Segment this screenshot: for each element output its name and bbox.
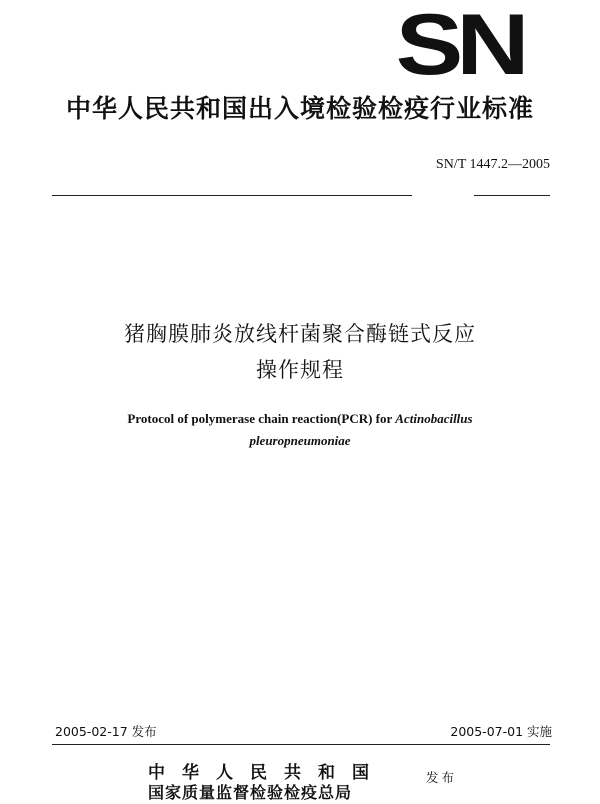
organization-title: 中华人民共和国出入境检验检疫行业标准 [65, 94, 534, 123]
english-title [60, 408, 540, 452]
english-title-species: pleuropneumoniae [249, 433, 351, 448]
issue-date: 2005-02-17 发布 [55, 724, 157, 739]
standard-code: SN/T 1447.2—2005 [435, 157, 550, 172]
effective-date: 2005-07-01 实施 [450, 724, 552, 739]
issuer-line-1: 中华人民共和国 [148, 763, 386, 783]
issuing-authority [148, 762, 386, 804]
english-title-regular: Protocol of polymerase chain reaction(PCR) for [127, 411, 396, 426]
sn-logo: SN [395, 0, 522, 93]
english-title-line-1 [60, 408, 540, 430]
header-divider [52, 195, 412, 196]
publish-label: 发布 [426, 770, 458, 785]
footer-divider [52, 744, 550, 745]
issuer-line-2: 国家质量监督检验检疫总局 [148, 783, 353, 802]
english-title-genus: Actinobacillus [395, 411, 473, 426]
chinese-title-line-1: 猪胸膜肺炎放线杆菌聚合酶链式反应 [124, 322, 476, 346]
header-divider-short [474, 195, 550, 196]
chinese-title [0, 316, 600, 388]
chinese-title-line-2: 操作规程 [256, 358, 344, 382]
